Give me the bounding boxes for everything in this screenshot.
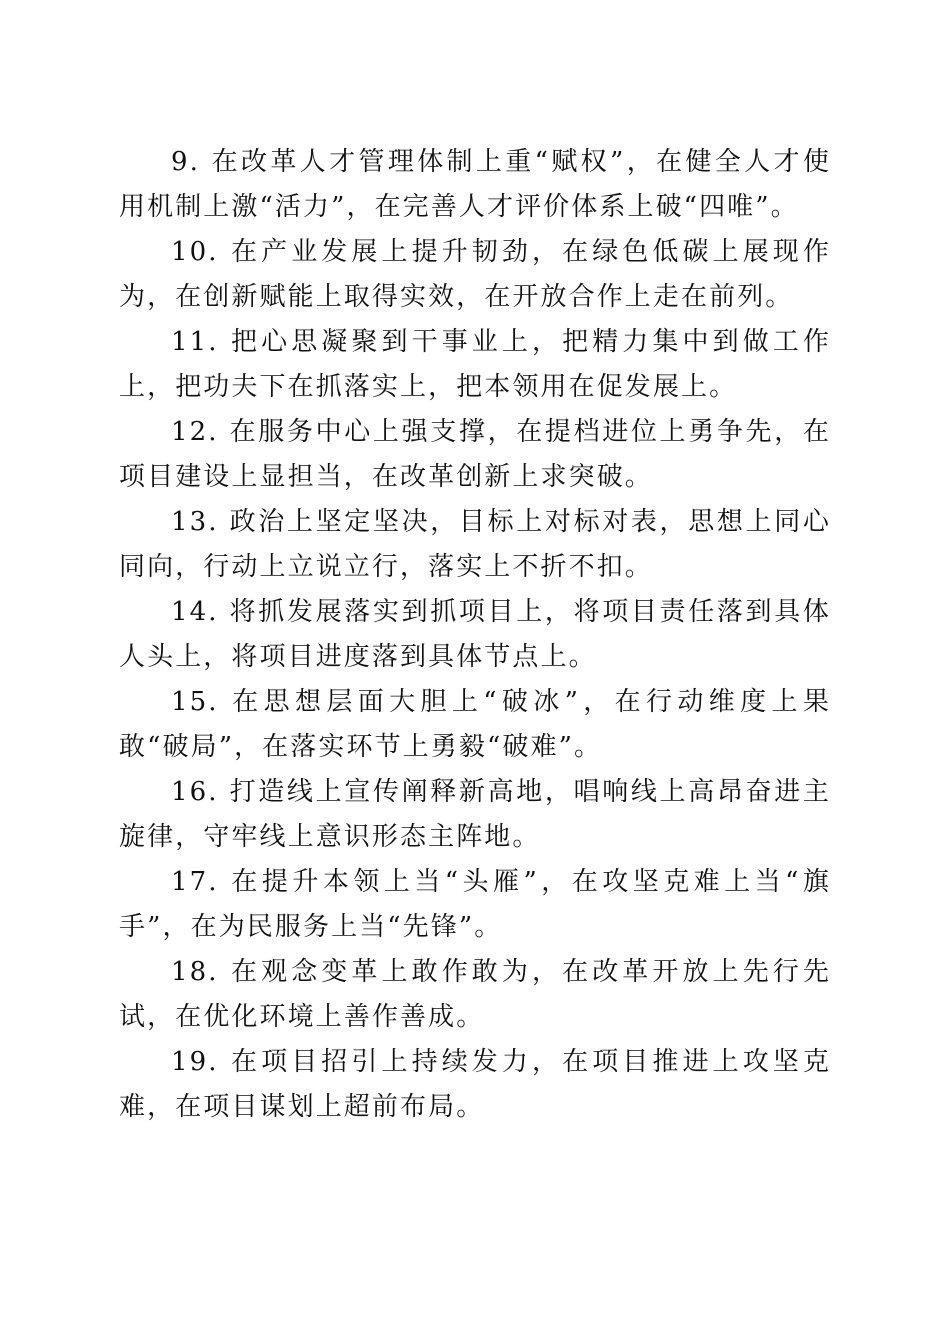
- paragraph-9: 9. 在改革人才管理体制上重“赋权”，在健全人才使用机制上激“活力”，在完善人才评价体系上破“四唯”。: [119, 147, 831, 222]
- paragraph-17: 17. 在提升本领上当“头雁”，在攻坚克难上当“旗手”，在为民服务上当“先锋”。: [119, 867, 831, 942]
- paragraph-18: 18. 在观念变革上敢作敢为，在改革开放上先行先试，在优化环境上善作善成。: [119, 957, 831, 1032]
- paragraph-10: 10. 在产业发展上提升韧劲，在绿色低碳上展现作为，在创新赋能上取得实效，在开放合作上走在前列。: [119, 237, 831, 312]
- paragraph-16: 16. 打造线上宣传阐释新高地，唱响线上高昂奋进主旋律，守牢线上意识形态主阵地。: [119, 777, 831, 852]
- paragraph-19: 19. 在项目招引上持续发力，在项目推进上攻坚克难，在项目谋划上超前布局。: [119, 1047, 831, 1122]
- paragraph-13: 13. 政治上坚定坚决，目标上对标对表，思想上同心同向，行动上立说立行，落实上不折不扣。: [119, 507, 831, 582]
- document-body: [119, 140, 831, 1130]
- paragraph-14: 14. 将抓发展落实到抓项目上，将项目责任落到具体人头上，将项目进度落到具体节点上。: [119, 597, 831, 672]
- paragraph-12: 12. 在服务中心上强支撑，在提档进位上勇争先，在项目建设上显担当，在改革创新上求突破。: [119, 417, 831, 492]
- paragraph-15: 15. 在思想层面大胆上“破冰”，在行动维度上果敢“破局”，在落实环节上勇毅“破难”。: [119, 687, 831, 762]
- paragraph-11: 11. 把心思凝聚到干事业上，把精力集中到做工作上，把功夫下在抓落实上，把本领用在促发展上。: [119, 327, 831, 402]
